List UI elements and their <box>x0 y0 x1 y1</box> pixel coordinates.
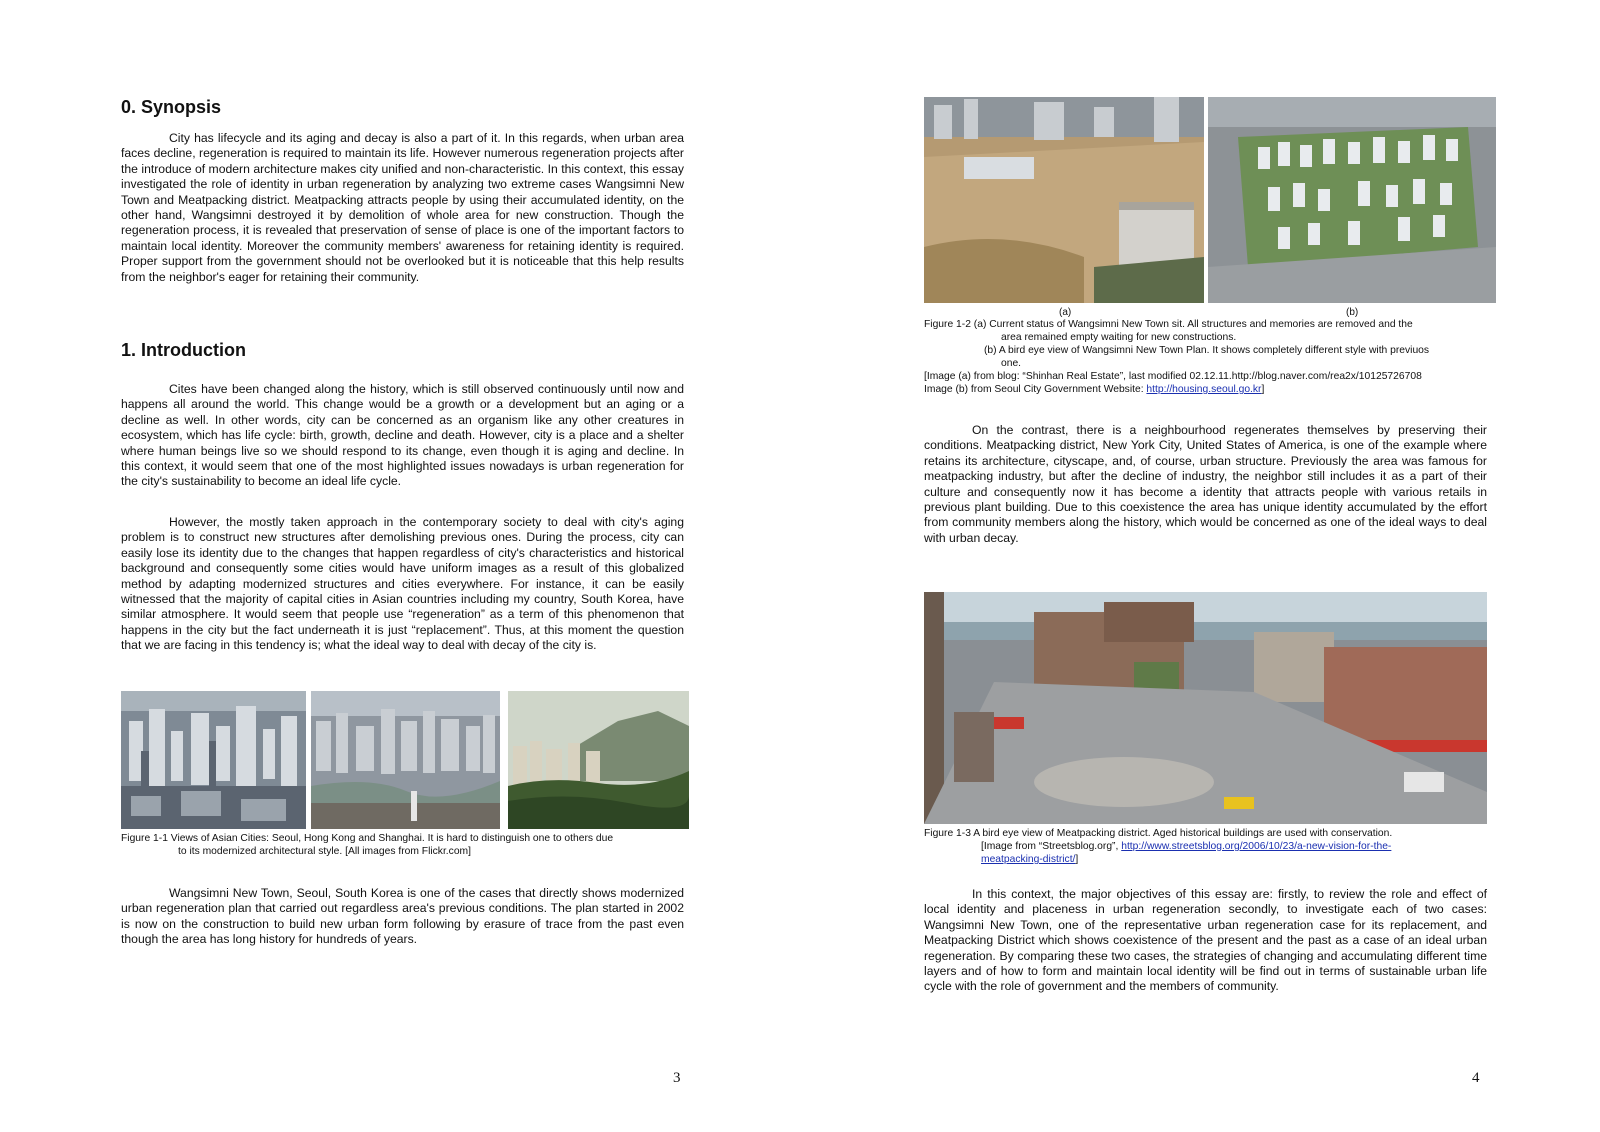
photo-wangsimni-plan <box>1208 97 1496 303</box>
introduction-paragraph-2: However, the mostly taken approach in the contemporary society to deal with city's aging problem is to construct new structures after demolishing previous ones. During the process, city can easily lose its identity due to the changes that happen regardless of city's characteristics and historical background and consequently some cities would have uniform images as a result of this globalized method by adapting modernized structures and cities everywhere. For instance, it can be easily witnessed that the majority of capital cities in Asian countries including my country, South Korea, have similar atmosphere. It would seem that people use “regeneration” as a term of this phenomenon that happens in the city but the fact underneath it is just “replacement”. Thus, at this moment the question that we are facing in this tendency is; what the ideal way to deal with decay of the city is. <box>121 515 684 653</box>
figure-1-2-source-line-2: Image (b) from Seoul City Government Website: http://housing.seoul.go.kr] <box>924 384 1265 395</box>
synopsis-paragraph: City has lifecycle and its aging and decay is also a part of it. In this regards, when urban area faces decline, regeneration is required to maintain its life. However numerous regeneration projects after the introduce of modern architecture makes city unified and non-characteristic. In this context, this essay investigated the role of identity in urban regeneration by analyzing two extreme cases Wangsimni New Town and Meatpacking district. Meatpacking attracts people by using their accumulated identity, on the other hand, Wangsimni destroyed it by demolition of whole area for new construction. Though the regeneration process, it is revealed that preservation of sense of place is one of the important factors to maintain local identity. Moreover the community members' awareness for retaining identity is required. Proper support from the government should not be overlooked but it is noticeable that this help results from the neighbor's eager for retaining their community. <box>121 131 684 284</box>
objectives-paragraph: In this context, the major objectives of this essay are: firstly, to review the role and effect of local identity and placeness in urban regeneration secondly, to investigate each of two cases: Wangsimni New Town, one of the representative urban regeneration case for its replacement, and Meatpacking District which shows coexistence of the present and the past as a case of an ideal urban regeneration. By comparing these two cases, the strategies of changing and accumulating different time layers and of how to form and maintain local identity will be find out in terms of sustainable urban life cycle with the role of government and the members of community. <box>924 887 1487 994</box>
figure-1-2-caption <box>924 318 1504 396</box>
figure-1-1-caption <box>121 832 701 858</box>
introduction-heading: 1. Introduction <box>121 340 246 360</box>
figure-1-2-caption-line-1: Figure 1-2 (a) Current status of Wangsimni New Town sit. All structures and memories are removed and the <box>924 319 1413 330</box>
figure-1-3-source-line-1: [Image from “Streetsblog.org”, http://www.streetsblog.org/2006/10/23/a-new-vision-for-the- <box>981 841 1392 852</box>
figure-1-3-caption <box>924 827 1504 866</box>
contrast-paragraph: On the contrast, there is a neighbourhood regenerates themselves by preserving their conditions. Meatpacking district, New York City, United States of America, is one of the example where retains its architecture, cityscape, and, of course, urban structure. Previously the area was famous for meatpacking industry, but after the decline of industry, the neighbor still includes it as a part of their culture and consequently now it has become a identity that attracts people with various retails in previous plant building. Due to this coexistence the area has unique identity accumulated by the effort from community members along the history, which would be concerned as one of the ideal ways to deal with urban decay. <box>924 423 1487 545</box>
photo-shanghai <box>508 691 689 829</box>
synopsis-heading: 0. Synopsis <box>121 97 222 117</box>
figure-1-2-source-line-1: [Image (a) from blog: “Shinhan Real Estate”, last modified 02.12.11.http://blog.naver.com/rea2x/10125726708 <box>924 371 1422 382</box>
figure-1-2-caption-line-2: area remained empty waiting for new constructions. <box>1001 332 1237 343</box>
photo-seoul <box>121 691 306 829</box>
photo-wangsimni-current <box>924 97 1204 303</box>
figure-1-1-caption-line-1: Figure 1-1 Views of Asian Cities: Seoul, Hong Kong and Shanghai. It is hard to distinguish one to others due <box>121 833 614 844</box>
photo-hong-kong <box>311 691 500 829</box>
introduction-paragraph-1: Cites have been changed along the history, which is still observed continuously until now and happens all around the world. This change would be a growth or a development but an aging or a decline as well. In other words, city can be concerned as an organism like any other creatures in ecosystem, which has life cycle: birth, growth, decline and death. However, city is a place and a shelter where human beings live so we should respond to its change, even though it is aging and decline. In this context, it would seem that one of the most highlighted issues nowadays is urban regeneration for the city's sustainability to become an ideal life cycle. <box>121 382 684 489</box>
figure-1-2-label-a: (a) <box>1059 307 1072 318</box>
figure-1-2-label-b: (b) <box>1346 307 1359 318</box>
right-page <box>800 0 1600 1132</box>
figure-1-3-caption-line-1: Figure 1-3 A bird eye view of Meatpacking district. Aged historical buildings are used with conservation. <box>924 828 1393 839</box>
introduction-paragraph-3: Wangsimni New Town, Seoul, South Korea is one of the cases that directly shows modernized urban regeneration plan that carried out regardless area's previous conditions. The plan started in 2002 is now on the construction to build new urban form following by erasure of trace from the past even though the area has long history for hundreds of years. <box>121 886 684 947</box>
streetsblog-link[interactable]: http://www.streetsblog.org/2006/10/23/a-new-vision-for-the- <box>1121 841 1392 852</box>
figure-1-3-source-line-2: meatpacking-district/] <box>981 854 1079 865</box>
figure-1-1-caption-line-2: to its modernized architectural style. [All images from Flickr.com] <box>178 846 471 857</box>
photo-meatpacking-district <box>924 592 1487 824</box>
figure-1-2-caption-line-3: (b) A bird eye view of Wangsimni New Town Plan. It shows completely different style with previuos <box>984 345 1430 356</box>
page-number: 3 <box>673 1070 681 1086</box>
seoul-housing-link[interactable]: http://housing.seoul.go.kr <box>1146 384 1262 395</box>
streetsblog-link-continued[interactable]: meatpacking-district/ <box>981 854 1076 865</box>
figure-1-2-caption-line-4: one. <box>1001 358 1022 369</box>
page-number: 4 <box>1472 1070 1480 1086</box>
